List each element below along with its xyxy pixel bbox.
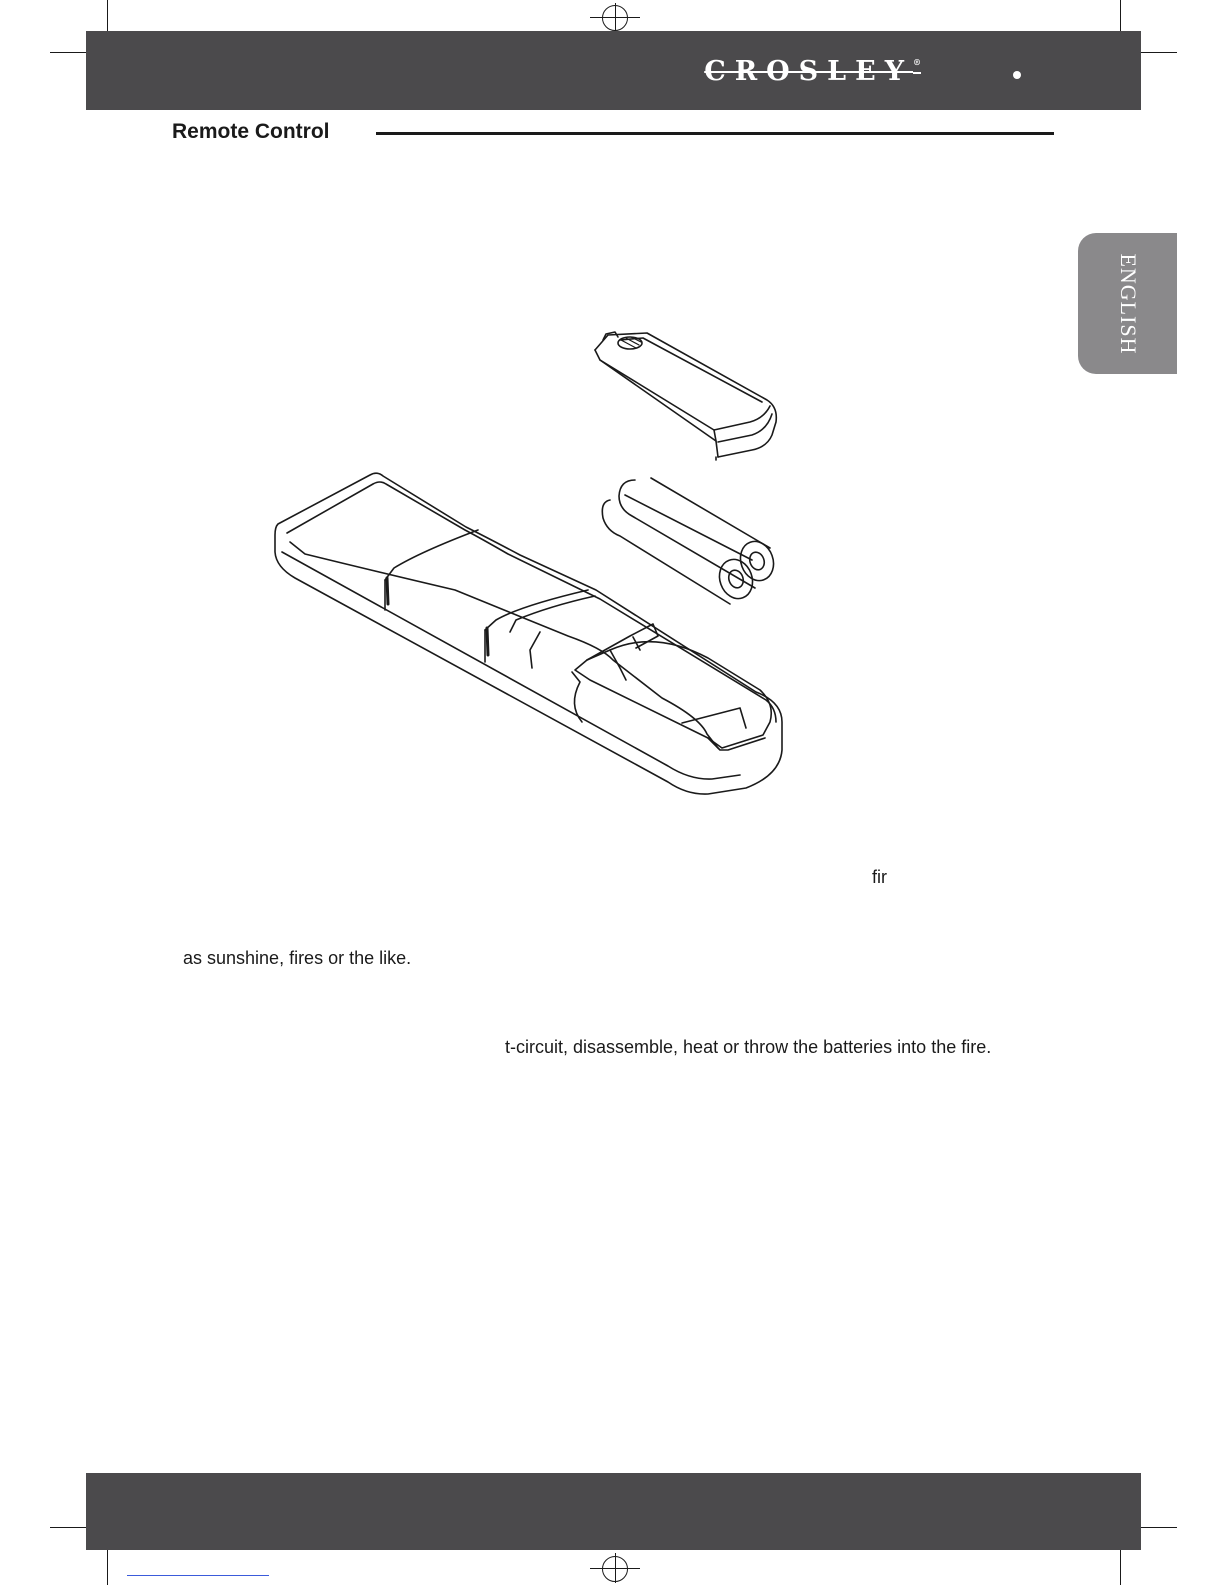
header-band: [86, 31, 1141, 110]
footer-band: [86, 1473, 1141, 1550]
language-tab: [1078, 233, 1177, 374]
crop-mark-top-right-h: [1141, 52, 1177, 53]
brand-registered-mark: ®: [913, 57, 921, 67]
brand-dot: [1013, 71, 1021, 79]
footer-link-underline: [127, 1575, 269, 1576]
remote-battery-illustration: [270, 330, 800, 805]
crop-mark-bottom-left-v: [107, 1550, 108, 1585]
text-fragment-short-circuit: t-circuit, disassemble, heat or throw the batteries into the fire.: [505, 1037, 992, 1057]
crop-mark-top-right-v: [1120, 0, 1121, 31]
crop-mark-top-left-h: [50, 52, 86, 53]
registration-mark-top: [590, 3, 640, 31]
crop-mark-bottom-left-h: [50, 1527, 86, 1528]
section-title: Remote Control: [172, 120, 330, 143]
crop-mark-bottom-right-v: [1120, 1550, 1121, 1585]
crop-mark-bottom-right-h: [1141, 1527, 1177, 1528]
remote-body: [275, 473, 782, 794]
registration-mark-bottom: [590, 1553, 640, 1583]
text-fragment-fir: fir: [872, 867, 887, 887]
language-tab-label: ENGLISH: [1115, 252, 1141, 355]
crop-mark-top-left-v: [107, 0, 108, 31]
brand-name: CROSLEY: [704, 56, 913, 87]
text-fragment-sunshine: as sunshine, fires or the like.: [183, 948, 412, 968]
battery-cover: [595, 332, 776, 460]
batteries: [602, 478, 779, 604]
brand-logo: [704, 58, 921, 85]
title-rule: [376, 132, 1054, 135]
